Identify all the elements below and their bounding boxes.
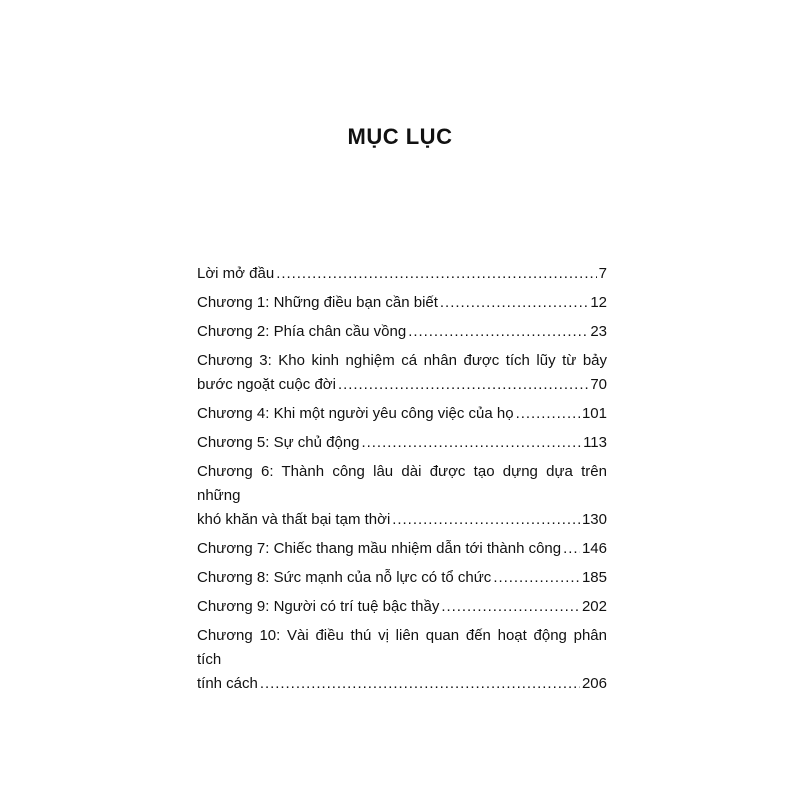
table-of-contents	[197, 262, 607, 701]
dot-leader	[563, 537, 580, 561]
toc-page-number: 12	[590, 294, 607, 311]
toc-entry-title: Chương 1: Những điều bạn cần biết	[197, 294, 438, 311]
toc-line	[197, 537, 607, 561]
toc-line	[197, 402, 607, 426]
dot-leader	[493, 566, 580, 590]
toc-entry-chapter-7	[197, 537, 607, 561]
toc-line	[197, 508, 607, 532]
toc-entry-title: Chương 9: Người có trí tuệ bậc thầy	[197, 598, 440, 615]
toc-entry-title: Chương 5: Sự chủ động	[197, 434, 360, 451]
toc-line	[197, 291, 607, 315]
toc-entry-chapter-8	[197, 566, 607, 590]
toc-line	[197, 431, 607, 455]
toc-line	[197, 373, 607, 397]
toc-entry-title: khó khăn và thất bại tạm thời	[197, 511, 391, 528]
toc-entry-chapter-5	[197, 431, 607, 455]
dot-leader	[516, 402, 580, 426]
toc-entry-chapter-6	[197, 460, 607, 532]
toc-entry-title: bước ngoặt cuộc đời	[197, 376, 336, 393]
toc-line	[197, 566, 607, 590]
dot-leader	[362, 431, 582, 455]
toc-entry-title: Chương 7: Chiếc thang mầu nhiệm dẫn tới thành công	[197, 540, 562, 557]
toc-entry-title: Lời mở đầu	[197, 265, 275, 282]
toc-page-number: 146	[581, 540, 607, 557]
dot-leader	[338, 373, 588, 397]
dot-leader	[408, 320, 588, 344]
toc-line	[197, 595, 607, 619]
toc-line: Chương 3: Kho kinh nghiệm cá nhân được tích lũy từ bảy	[197, 352, 607, 369]
toc-entry-chapter-1	[197, 291, 607, 315]
toc-page-number: 7	[598, 265, 607, 282]
dot-leader	[276, 262, 596, 286]
toc-entry-chapter-3	[197, 349, 607, 397]
page-title: MỤC LỤC	[347, 124, 453, 149]
toc-page-number: 23	[590, 323, 607, 340]
toc-entry-title: Chương 2: Phía chân cầu vồng	[197, 323, 407, 340]
toc-line: Chương 10: Vài điều thú vị liên quan đến hoạt động phân tích	[197, 627, 607, 668]
toc-entry-chapter-2	[197, 320, 607, 344]
toc-entry-title: Chương 4: Khi một người yêu công việc của họ	[197, 405, 514, 422]
toc-line	[197, 672, 607, 696]
toc-page-number: 113	[583, 434, 607, 451]
toc-line	[197, 320, 607, 344]
toc-entry-chapter-4	[197, 402, 607, 426]
toc-entry-title: tính cách	[197, 675, 258, 692]
toc-page-number: 130	[581, 511, 607, 528]
dot-leader	[441, 595, 580, 619]
toc-line	[197, 262, 607, 286]
toc-page-number: 101	[581, 405, 607, 422]
toc-entry-preface	[197, 262, 607, 286]
toc-page-number: 70	[590, 376, 607, 393]
dot-leader	[440, 291, 588, 315]
toc-page-number: 202	[581, 598, 607, 615]
dot-leader	[392, 508, 580, 532]
toc-page-number: 206	[581, 675, 607, 692]
toc-page-number: 185	[581, 569, 607, 586]
toc-entry-chapter-9	[197, 595, 607, 619]
toc-entry-title: Chương 8: Sức mạnh của nỗ lực có tổ chức	[197, 569, 492, 586]
dot-leader	[260, 672, 580, 696]
toc-entry-chapter-10	[197, 624, 607, 696]
toc-line: Chương 6: Thành công lâu dài được tạo dựng dựa trên những	[197, 463, 607, 504]
